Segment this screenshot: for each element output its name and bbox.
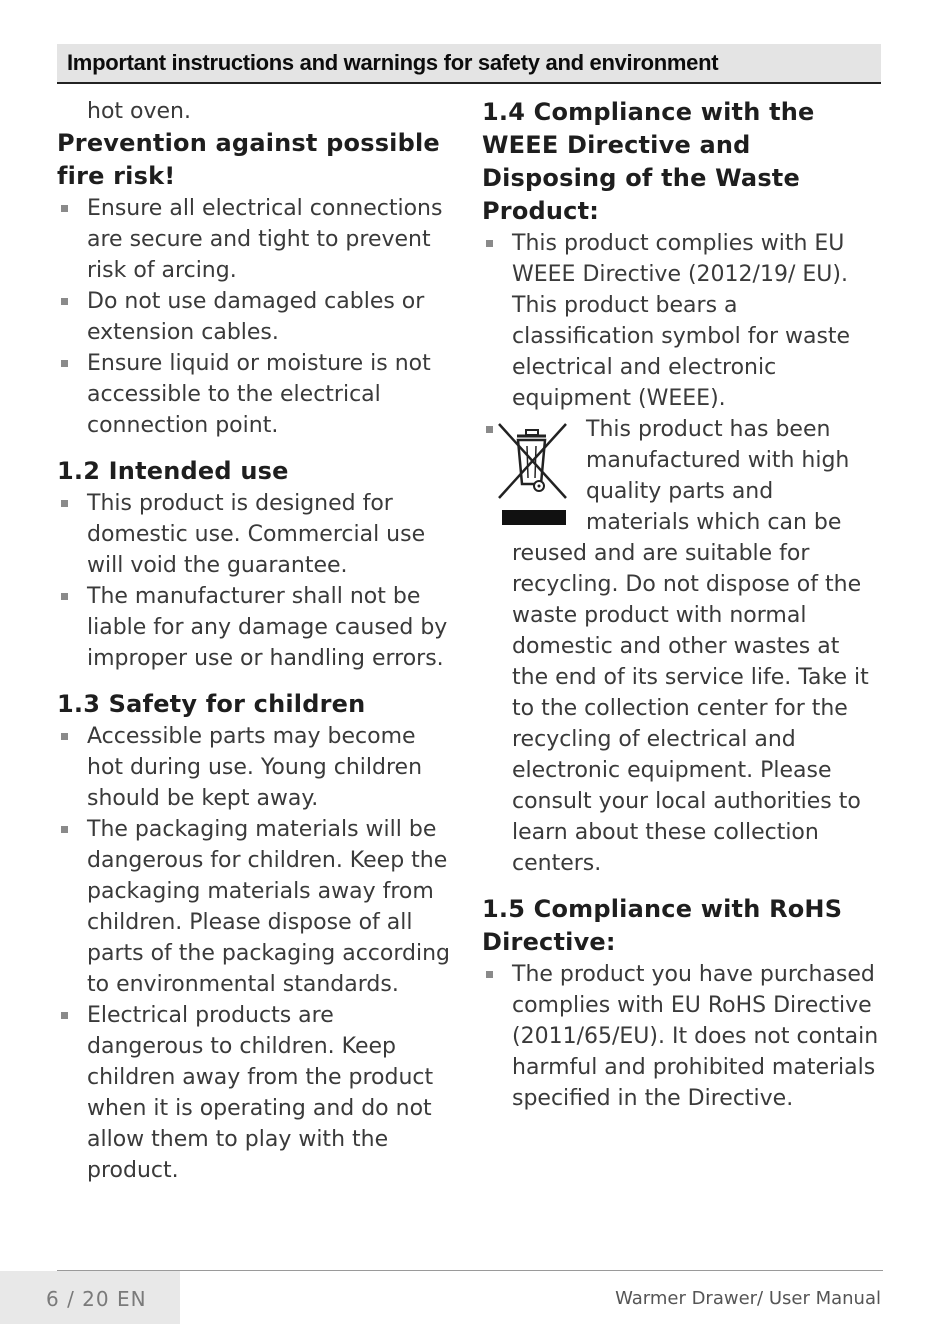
child-safety-list: [57, 721, 457, 1186]
bullet-icon: [486, 240, 493, 247]
list-item: [482, 959, 882, 1114]
page-footer: [0, 1268, 931, 1324]
list-item: [482, 414, 882, 879]
list-item-text: Do not use damaged cables or extension cables.: [87, 289, 425, 345]
crossed-out-wheelie-bin-icon: [482, 414, 582, 528]
manual-title: Warmer Drawer/ User Manual: [615, 1288, 881, 1309]
weee-list: [482, 228, 882, 414]
list-item-text: The manufacturer shall not be liable for any damage caused by improper use or handling errors.: [87, 584, 448, 671]
child-safety-heading: 1.3 Safety for children: [57, 690, 366, 718]
list-item-text: This product is designed for domestic use. Commercial use will void the guarantee.: [87, 491, 426, 578]
bullet-icon: [486, 971, 493, 978]
bullet-icon: [486, 426, 493, 433]
bullet-icon: [61, 205, 68, 212]
list-item: [57, 721, 457, 814]
continued-text: hot oven.: [87, 99, 191, 124]
right-column: [482, 96, 882, 1114]
intended-use-heading: 1.2 Intended use: [57, 457, 289, 485]
section-title: Important instructions and warnings for safety and environment: [67, 50, 719, 75]
list-item-text: Accessible parts may become hot during use. Young children should be kept away.: [87, 724, 423, 811]
list-item-text: This product complies with EU WEEE Directive (2012/19/ EU). This product bears a classification symbol for waste electrical and electronic equipment (WEEE).: [512, 231, 851, 411]
weee-heading: 1.4 Compliance with the WEEE Directive and Disposing of the Waste Product:: [482, 98, 815, 225]
list-item-text: The product you have purchased complies with EU RoHS Directive (2011/65/EU). It does not contain harmful and prohibited materials specified in the Directive.: [512, 962, 879, 1111]
bullet-icon: [61, 298, 68, 305]
footer-divider: [57, 1270, 883, 1271]
page-number: 6 / 20 EN: [46, 1287, 147, 1311]
rohs-list: [482, 959, 882, 1114]
list-item-text: This product has been manufactured with high quality parts and materials which can be reused and are suitable for recycling. Do not dispose of the waste product with normal domestic and other wastes at the end of its service life. Take it to the collection center for the recycling of electrical and electronic equipment. Please consult your local authorities to learn about these collection centers.: [512, 417, 869, 876]
list-item: [57, 488, 457, 581]
list-item: [57, 348, 457, 441]
bullet-icon: [61, 733, 68, 740]
list-item: [57, 581, 457, 674]
rohs-heading: 1.5 Compliance with RoHS Directive:: [482, 895, 843, 956]
left-column: [57, 96, 457, 1186]
list-item: [482, 228, 882, 414]
bullet-icon: [61, 1012, 68, 1019]
list-item-text: The packaging materials will be dangerous for children. Keep the packaging materials away from children. Please dispose of all parts of the packaging according to environmental standards.: [87, 817, 450, 997]
bullet-icon: [61, 826, 68, 833]
list-item-text: Electrical products are dangerous to children. Keep children away from the product when it is operating and do not allow them to play with the product.: [87, 1003, 434, 1183]
list-item-text: Ensure all electrical connections are secure and tight to prevent risk of arcing.: [87, 196, 443, 283]
bullet-icon: [61, 593, 68, 600]
bullet-icon: [61, 360, 68, 367]
list-item: [57, 814, 457, 1000]
section-header: [57, 44, 881, 84]
list-item: [57, 286, 457, 348]
page-number-box: [0, 1271, 180, 1324]
bullet-icon: [61, 500, 68, 507]
list-item: [57, 1000, 457, 1186]
list-item-text: Ensure liquid or moisture is not accessible to the electrical connection point.: [87, 351, 431, 438]
fire-risk-list: [57, 193, 457, 441]
fire-risk-heading: Prevention against possible fire risk!: [57, 129, 440, 190]
intended-use-list: [57, 488, 457, 674]
list-item: [57, 193, 457, 286]
